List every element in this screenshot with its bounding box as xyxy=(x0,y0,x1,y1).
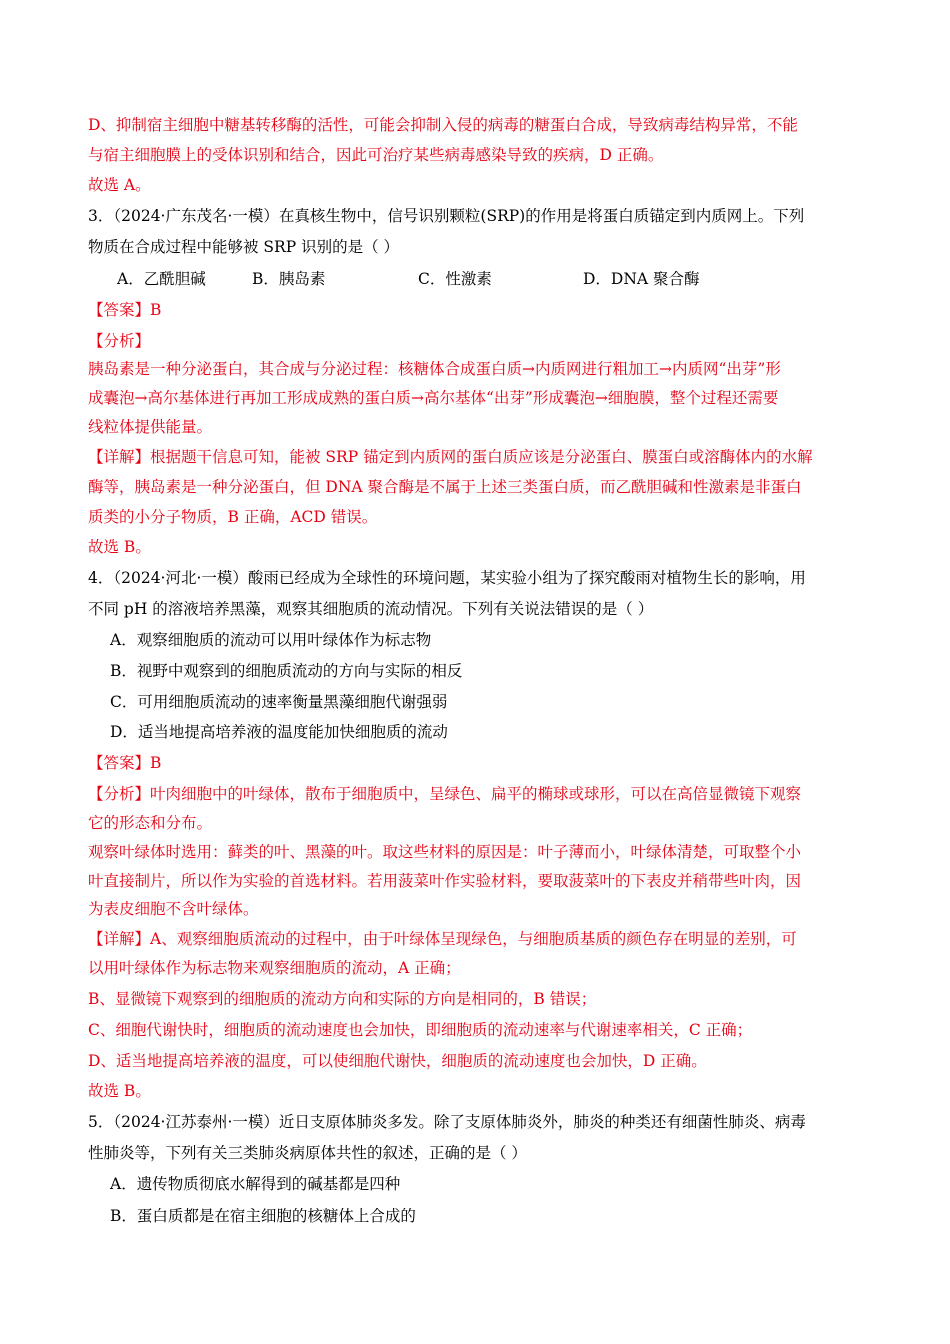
q3-detail-line2: 酶等，胰岛素是一种分泌蛋白，但 DNA 聚合酶是不属于上述三类蛋白质，而乙酰胆碱和性激素是非蛋白 xyxy=(88,478,802,496)
q4-detail-line2: 以用叶绿体作为标志物来观察细胞质的流动，A 正确； xyxy=(88,959,461,977)
q4-stem-line1: 4．（2024·河北·一模）酸雨已经成为全球性的环境问题，某实验小组为了探究酸雨对植物生长的影响，用 xyxy=(88,569,806,587)
q3-stem-line1: 3．（2024·广东茂名·一模）在真核生物中，信号识别颗粒(SRP)的作用是将蛋白质锚定到内质网上。下列 xyxy=(88,207,805,225)
q4-analysis-line4: 叶直接制片，所以作为实验的首选材料。若用菠菜叶作实验材料，要取菠菜叶的下表皮并稍带些叶肉，因 xyxy=(88,872,802,890)
q5-option-a: A．遗传物质彻底水解得到的碱基都是四种 xyxy=(110,1175,401,1193)
q3-detail-line1: 【详解】根据题干信息可知，能被 SRP 锚定到内质网的蛋白质应该是分泌蛋白、膜蛋白或溶酶体内的水解 xyxy=(88,448,813,466)
q3-stem-line2: 物质在合成过程中能够被 SRP 识别的是（ ） xyxy=(88,238,400,256)
q3-answer: 【答案】B xyxy=(88,301,162,319)
q3-option-a: A．乙酰胆碱 xyxy=(117,270,206,288)
q4-analysis-line1: 【分析】叶肉细胞中的叶绿体，散布于细胞质中，呈绿色、扁平的椭球或球形，可以在高倍显微镜下观察 xyxy=(88,785,802,803)
q5-stem-line1: 5．（2024·江苏泰州·一模）近日支原体肺炎多发。除了支原体肺炎外，肺炎的种类还有细菌性肺炎、病毒 xyxy=(88,1113,806,1131)
q3-analysis-line2: 成囊泡→高尔基体进行再加工形成成熟的蛋白质→高尔基体“出芽”形成囊泡→细胞膜，整个过程还需要 xyxy=(88,389,779,407)
q3-detail-line3: 质类的小分子物质，B 正确，ACD 错误。 xyxy=(88,508,378,526)
q4-detail-line4: C、细胞代谢快时，细胞质的流动速度也会加快，即细胞质的流动速率与代谢速率相关，C 正确； xyxy=(88,1021,753,1039)
q4-analysis-line2: 它的形态和分布。 xyxy=(88,814,213,832)
q4-answer: 【答案】B xyxy=(88,754,162,772)
q2-option-d-explanation-line2: 与宿主细胞膜上的受体识别和结合，因此可治疗某些病毒感染导致的疾病，D 正确。 xyxy=(88,146,664,164)
q2-conclusion: 故选 A。 xyxy=(88,176,151,194)
q4-analysis-line3: 观察叶绿体时选用：藓类的叶、黑藻的叶。取这些材料的原因是：叶子薄而小，叶绿体清楚，可取整个小 xyxy=(88,843,802,861)
q3-options xyxy=(0,268,950,290)
q3-option-d: D．DNA 聚合酶 xyxy=(583,270,700,288)
q5-stem-line2: 性肺炎等，下列有关三类肺炎病原体共性的叙述，正确的是（ ） xyxy=(88,1144,527,1162)
q4-option-a: A．观察细胞质的流动可以用叶绿体作为标志物 xyxy=(110,631,432,649)
q4-option-b: B．视野中观察到的细胞质流动的方向与实际的相反 xyxy=(110,662,463,680)
q3-analysis-line3: 线粒体提供能量。 xyxy=(88,418,213,436)
q4-detail-line1: 【详解】A、观察细胞质流动的过程中，由于叶绿体呈现绿色，与细胞质基质的颜色存在明显的差别，可 xyxy=(88,930,797,948)
q4-detail-line5: D、适当地提高培养液的温度，可以使细胞代谢快，细胞质的流动速度也会加快，D 正确。 xyxy=(88,1052,707,1070)
q3-option-c: C．性激素 xyxy=(418,270,492,288)
q2-option-d-explanation-line1: D、抑制宿主细胞中糖基转移酶的活性，可能会抑制入侵的病毒的糖蛋白合成，导致病毒结构异常，不能 xyxy=(88,116,798,134)
q4-stem-line2: 不同 pH 的溶液培养黑藻，观察其细胞质的流动情况。下列有关说法错误的是（ ） xyxy=(88,600,654,618)
q5-option-b: B．蛋白质都是在宿主细胞的核糖体上合成的 xyxy=(110,1207,416,1225)
q4-conclusion: 故选 B。 xyxy=(88,1082,151,1100)
q3-option-b: B．胰岛素 xyxy=(252,270,326,288)
q3-conclusion: 故选 B。 xyxy=(88,538,151,556)
q4-option-c: C．可用细胞质流动的速率衡量黑藻细胞代谢强弱 xyxy=(110,693,448,711)
q3-analysis-line1: 胰岛素是一种分泌蛋白，其合成与分泌过程：核糖体合成蛋白质→内质网进行粗加工→内质网“出芽”形 xyxy=(88,360,781,378)
q3-analysis-label: 【分析】 xyxy=(88,332,151,350)
q4-detail-line3: B、显微镜下观察到的细胞质的流动方向和实际的方向是相同的，B 错误； xyxy=(88,990,597,1008)
q4-option-d: D．适当地提高培养液的温度能加快细胞质的流动 xyxy=(110,723,448,741)
q4-analysis-line5: 为表皮细胞不含叶绿体。 xyxy=(88,900,259,918)
